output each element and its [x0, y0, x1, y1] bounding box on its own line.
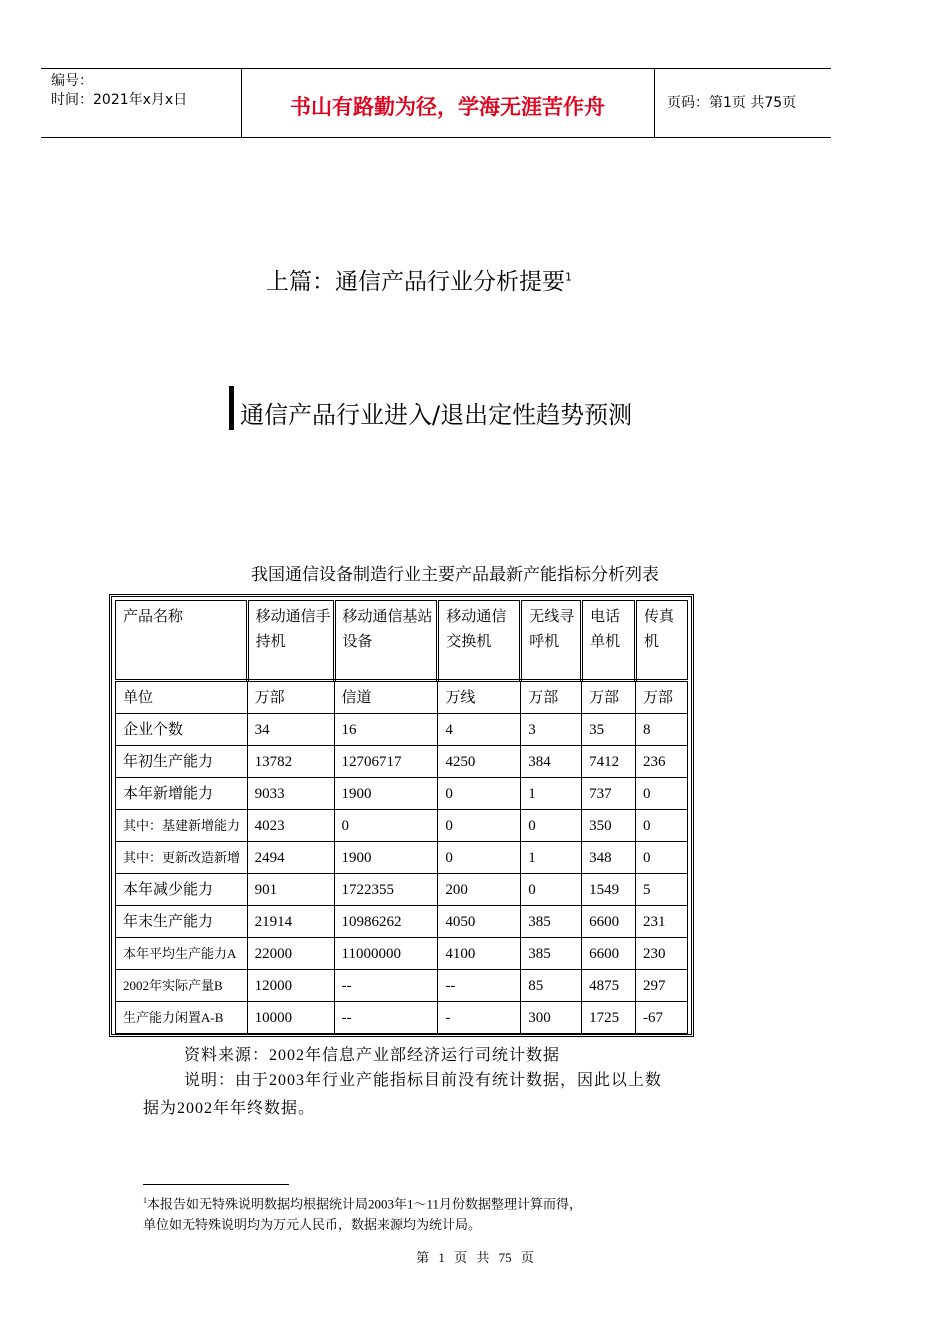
- row-label-cell: 生产能力闲置A-B: [116, 1002, 248, 1034]
- page-footer: 第 1 页 共 75 页: [416, 1250, 534, 1265]
- table-cell: 万部: [582, 681, 636, 714]
- row-label-cell: 本年新增能力: [116, 778, 248, 810]
- table-cell: 10000: [247, 1002, 334, 1034]
- table-row: [116, 874, 688, 906]
- header-page-cell: [655, 69, 831, 137]
- table-cell: 1725: [582, 1002, 636, 1034]
- table-cell: 5: [636, 874, 688, 906]
- table-row: [116, 842, 688, 874]
- table-cell: 4: [438, 714, 521, 746]
- table-row: [116, 746, 688, 778]
- table-cell: 300: [521, 1002, 582, 1034]
- table-cell: 231: [636, 906, 688, 938]
- table-header-cell: 传真机: [636, 601, 688, 681]
- table-cell: 1900: [334, 778, 438, 810]
- main-title: 上篇：通信产品行业分析提要$^1$: [266, 269, 572, 295]
- table-row: [116, 970, 688, 1002]
- footnote-mark: 1: [143, 1196, 147, 1205]
- page-label: 页码：第1页 共75页: [667, 95, 797, 111]
- table-cell: 1: [521, 778, 582, 810]
- code-label: 编号：: [51, 73, 93, 89]
- footnote-rule: [143, 1184, 289, 1185]
- table-cell: 万部: [521, 681, 582, 714]
- table-row: [116, 1002, 688, 1034]
- table-row: [116, 714, 688, 746]
- table-cell: 4050: [438, 906, 521, 938]
- explanation-line-1: 说明：由于2003年行业产能指标目前没有统计数据，因此以上数: [184, 1072, 663, 1089]
- table-cell: 0: [636, 778, 688, 810]
- row-label-cell: 其中：基建新增能力: [116, 810, 248, 842]
- table-cell: 3: [521, 714, 582, 746]
- table-cell: 200: [438, 874, 521, 906]
- table-cell: 11000000: [334, 938, 438, 970]
- table-cell: 1900: [334, 842, 438, 874]
- table-cell: 4875: [582, 970, 636, 1002]
- table-cell: 0: [438, 842, 521, 874]
- capacity-table-frame: [109, 594, 694, 1037]
- table-cell: 34: [247, 714, 334, 746]
- table-cell: 384: [521, 746, 582, 778]
- section-marker: [229, 386, 234, 430]
- row-label-cell: 其中：更新改造新增: [116, 842, 248, 874]
- row-label-cell: 单位: [116, 681, 248, 714]
- table-cell: 0: [636, 842, 688, 874]
- table-header-cell: 产品名称: [116, 601, 248, 681]
- table-cell: --: [334, 1002, 438, 1034]
- table-cell: 236: [636, 746, 688, 778]
- table-cell: --: [438, 970, 521, 1002]
- row-label-cell: 本年减少能力: [116, 874, 248, 906]
- header-motto-cell: [241, 69, 655, 137]
- table-cell: 0: [521, 874, 582, 906]
- table-cell: 信道: [334, 681, 438, 714]
- table-cell: 16: [334, 714, 438, 746]
- capacity-table: [115, 600, 688, 1034]
- table-cell: 0: [438, 810, 521, 842]
- table-header-row: [116, 601, 688, 681]
- footnote-ref: 1: [565, 270, 572, 284]
- explanation-line-2: 据为2002年年终数据。: [143, 1100, 316, 1117]
- table-cell: 901: [247, 874, 334, 906]
- table-cell: 22000: [247, 938, 334, 970]
- footnote-line-2: 单位如无特殊说明均为万元人民币，数据来源均为统计局。: [143, 1217, 482, 1233]
- source-note: 资料来源：2002年信息产业部经济运行司统计数据: [184, 1047, 561, 1064]
- table-cell: --: [334, 970, 438, 1002]
- table-cell: 0: [636, 810, 688, 842]
- table-header-cell: 移动通信交换机: [438, 601, 521, 681]
- table-cell: 737: [582, 778, 636, 810]
- table-cell: 9033: [247, 778, 334, 810]
- table-cell: 350: [582, 810, 636, 842]
- header-meta-cell: [41, 69, 242, 137]
- table-cell: 230: [636, 938, 688, 970]
- section-title: [229, 386, 632, 430]
- footnote-line-1: 本报告如无特殊说明数据均根据统计局2003年1～11月份数据整理计算而得，: [147, 1196, 583, 1212]
- row-label-cell: 2002年实际产量B: [116, 970, 248, 1002]
- table-row: [116, 681, 688, 714]
- section-title-text: 通信产品行业进入/退出定性趋势预测: [240, 401, 633, 429]
- document-header: [41, 68, 831, 138]
- row-label-cell: 本年平均生产能力A: [116, 938, 248, 970]
- footnote: [143, 1190, 743, 1235]
- row-label-cell: 年初生产能力: [116, 746, 248, 778]
- table-header-cell: 移动通信基站设备: [334, 601, 438, 681]
- table-row: [116, 906, 688, 938]
- table-row: [116, 810, 688, 842]
- table-cell: 8: [636, 714, 688, 746]
- table-cell: 1549: [582, 874, 636, 906]
- table-cell: 0: [521, 810, 582, 842]
- table-cell: 1722355: [334, 874, 438, 906]
- table-cell: 万线: [438, 681, 521, 714]
- table-cell: 10986262: [334, 906, 438, 938]
- table-cell: 0: [438, 778, 521, 810]
- table-caption: 我国通信设备制造行业主要产品最新产能指标分析列表: [251, 565, 659, 585]
- table-cell: 12000: [247, 970, 334, 1002]
- table-cell: -: [438, 1002, 521, 1034]
- table-cell: 348: [582, 842, 636, 874]
- table-cell: 万部: [636, 681, 688, 714]
- table-cell: 7412: [582, 746, 636, 778]
- table-cell: 6600: [582, 938, 636, 970]
- table-cell: 385: [521, 906, 582, 938]
- table-cell: 4023: [247, 810, 334, 842]
- table-cell: 35: [582, 714, 636, 746]
- table-header-cell: 移动通信手持机: [247, 601, 334, 681]
- table-cell: 4100: [438, 938, 521, 970]
- table-cell: 1: [521, 842, 582, 874]
- table-cell: 2494: [247, 842, 334, 874]
- table-cell: 297: [636, 970, 688, 1002]
- table-row: [116, 778, 688, 810]
- table-cell: 0: [334, 810, 438, 842]
- motto-text: 书山有路勤为径，学海无涯苦作舟: [290, 95, 605, 119]
- table-cell: 85: [521, 970, 582, 1002]
- table-cell: 385: [521, 938, 582, 970]
- table-cell: 4250: [438, 746, 521, 778]
- table-cell: 21914: [247, 906, 334, 938]
- row-label-cell: 年末生产能力: [116, 906, 248, 938]
- row-label-cell: 企业个数: [116, 714, 248, 746]
- table-cell: 6600: [582, 906, 636, 938]
- table-cell: 万部: [247, 681, 334, 714]
- table-header-cell: 无线寻呼机: [521, 601, 582, 681]
- table-row: [116, 938, 688, 970]
- time-label: 时间：2021年x月x日: [51, 92, 188, 108]
- table-cell: 12706717: [334, 746, 438, 778]
- table-cell: 13782: [247, 746, 334, 778]
- table-header-cell: 电话单机: [582, 601, 636, 681]
- table-cell: -67: [636, 1002, 688, 1034]
